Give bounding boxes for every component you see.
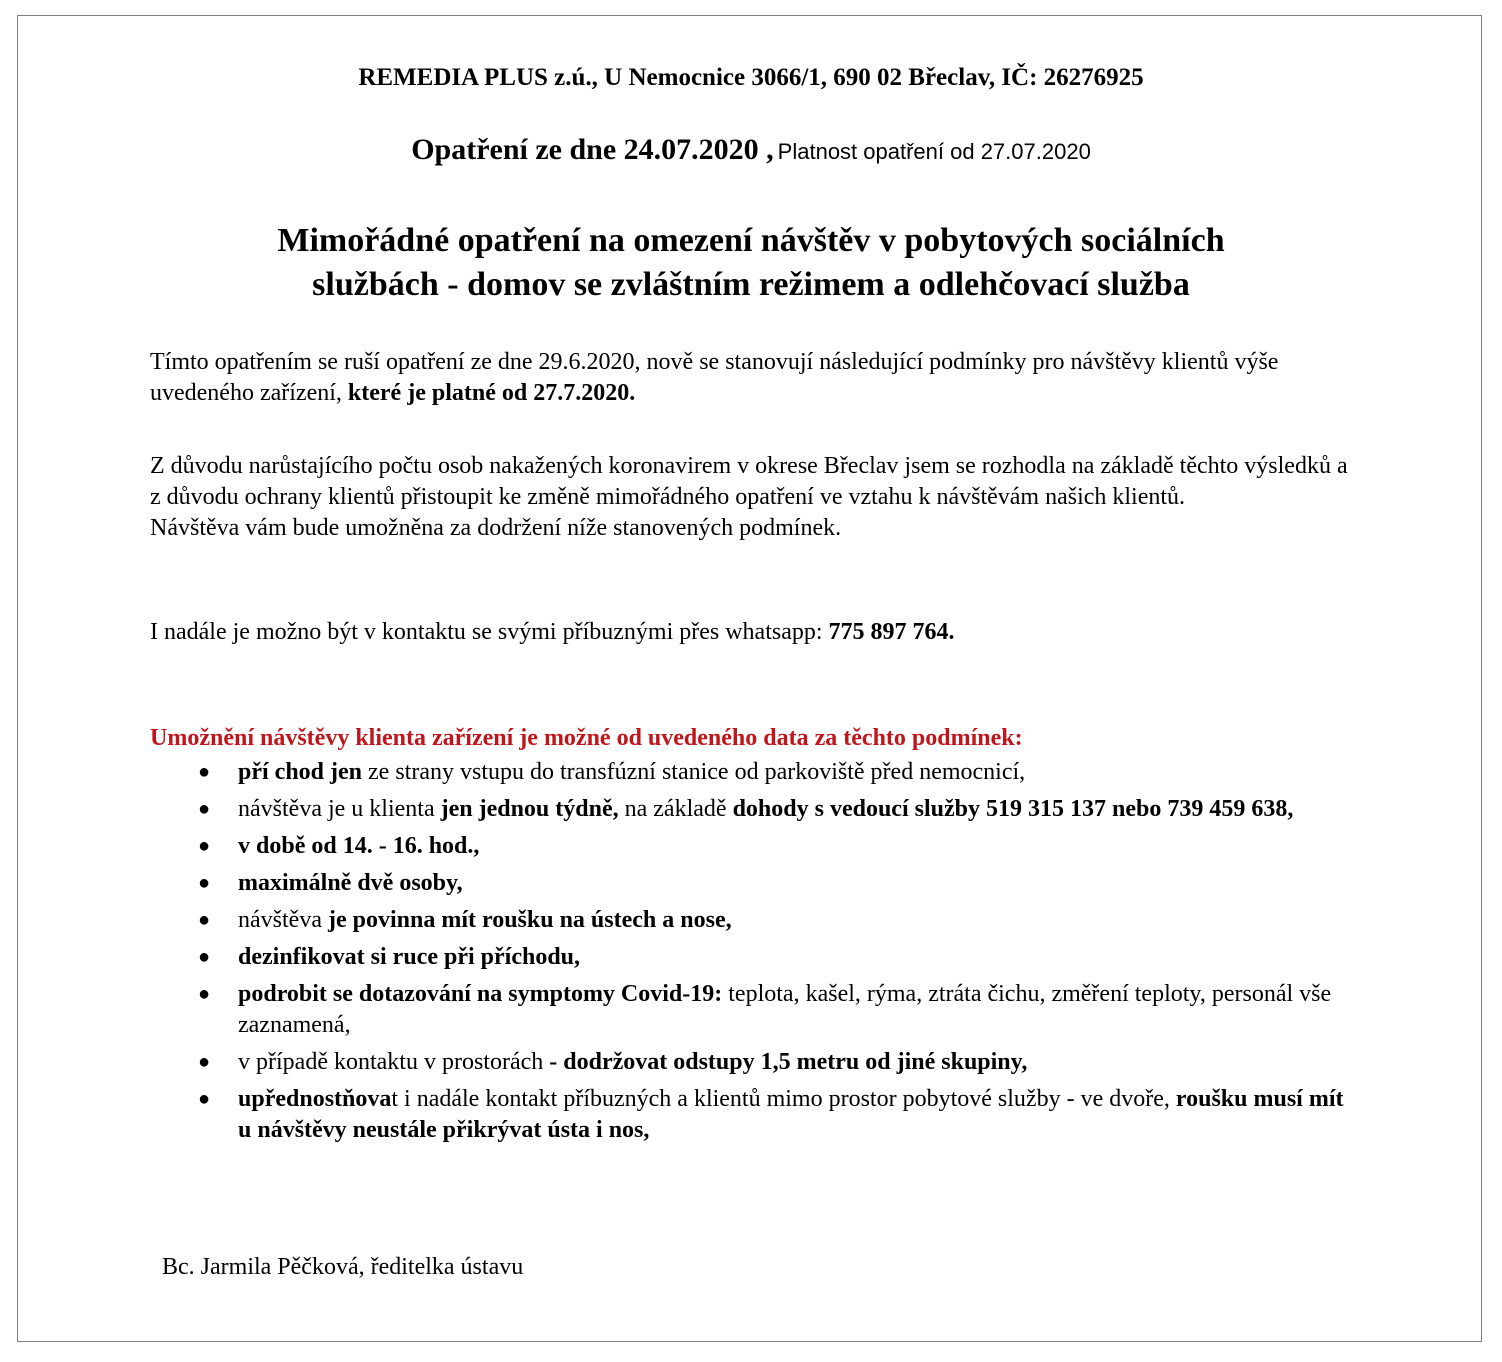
condition-item bbox=[150, 1047, 1350, 1078]
condition-item bbox=[150, 831, 1350, 862]
condition-bold: roušku musí mít u návštěvy neustále přikrývat ústa i nos, bbox=[238, 1086, 1344, 1143]
conditions-heading: Umožnění návštěvy klienta zařízení je možné od uvedeného data za těchto podmínek: bbox=[150, 725, 1023, 751]
measure-date: Opatření ze dne 24.07.2020 , bbox=[411, 133, 774, 166]
intro-validity-bold: které je platné od 27.7.2020. bbox=[347, 380, 636, 406]
bullet-icon: ● bbox=[198, 1088, 211, 1110]
condition-bold: je povinna mít roušku na ústech a nose, bbox=[327, 907, 732, 933]
bullet-icon: ● bbox=[198, 946, 211, 968]
condition-text: návštěva je u klienta bbox=[238, 796, 441, 822]
intro-paragraph bbox=[150, 347, 1350, 409]
reason-text: Z důvodu narůstajícího počtu osob nakažených koronavirem v okrese Břeclav jsem se rozhodla na základě těchto výsledků a z důvodu ochrany klientů přistoupit ke změně mimořádného opatření ve vztahu k návštěvám našich klientů. bbox=[150, 453, 1348, 510]
bullet-icon: ● bbox=[198, 761, 211, 783]
condition-text: t i nadále kontakt příbuzných a klientů mimo prostor pobytové služby - ve dvoře, bbox=[391, 1086, 1176, 1112]
intro-text: Tímto opatřením se ruší opatření ze dne 29.6.2020, nově se stanovují následující podmínky pro návštěvy klientů výše uvedeného zařízení, bbox=[150, 349, 1279, 406]
condition-bold: - dodržovat odstupy 1,5 metru od jiné skupiny, bbox=[549, 1049, 1028, 1075]
reason-visit-note: Návštěva vám bude umožněna za dodržení níže stanovených podmínek. bbox=[150, 515, 842, 541]
condition-bold: v době od 14. - 16. hod., bbox=[238, 833, 480, 859]
condition-bold: jen jednou týdně, bbox=[440, 796, 619, 822]
main-title bbox=[0, 219, 1502, 307]
condition-bold: pří chod jen bbox=[238, 759, 363, 785]
condition-bold: maximálně dvě osoby, bbox=[238, 870, 463, 896]
contact-paragraph bbox=[150, 617, 1350, 648]
condition-item bbox=[150, 905, 1350, 936]
condition-bold: dezinfikovat si ruce při příchodu, bbox=[238, 944, 581, 970]
condition-item bbox=[150, 942, 1350, 973]
bullet-icon: ● bbox=[198, 798, 211, 820]
bullet-icon: ● bbox=[198, 909, 211, 931]
whatsapp-number: 775 897 764. bbox=[828, 619, 955, 645]
condition-text: na základě bbox=[618, 796, 733, 822]
condition-item bbox=[150, 757, 1350, 788]
main-title-line-2: službách - domov se zvláštním režimem a odlehčovací služba bbox=[312, 266, 1190, 303]
condition-item bbox=[150, 868, 1350, 899]
condition-bold: dohody s vedoucí služby 519 315 137 nebo 739 459 638, bbox=[732, 796, 1294, 822]
condition-item bbox=[150, 979, 1350, 1041]
signature: Bc. Jarmila Pěčková, ředitelka ústavu bbox=[162, 1254, 524, 1280]
condition-item bbox=[150, 794, 1350, 825]
condition-text: návštěva bbox=[238, 907, 328, 933]
main-title-line-1: Mimořádné opatření na omezení návštěv v pobytových sociálních bbox=[277, 222, 1225, 259]
reason-paragraph bbox=[150, 451, 1350, 544]
bullet-icon: ● bbox=[198, 835, 211, 857]
organization-header: REMEDIA PLUS z.ú., U Nemocnice 3066/1, 690 02 Břeclav, IČ: 26276925 bbox=[358, 64, 1144, 91]
bullet-icon: ● bbox=[198, 872, 211, 894]
condition-text: teplota, kašel, rýma, ztráta čichu, změření teploty, personál vše zaznamená, bbox=[238, 981, 1332, 1038]
condition-bold: upřednostňova bbox=[238, 1086, 392, 1112]
condition-text: v případě kontaktu v prostorách bbox=[238, 1049, 550, 1075]
condition-bold: podrobit se dotazování na symptomy Covid-19: bbox=[238, 981, 723, 1007]
validity-date: Platnost opatření od 27.07.2020 bbox=[777, 139, 1091, 164]
conditions-list bbox=[150, 757, 1350, 1152]
bullet-icon: ● bbox=[198, 983, 211, 1005]
condition-item bbox=[150, 1084, 1350, 1146]
contact-text: I nadále je možno být v kontaktu se svými příbuznými přes whatsapp: bbox=[150, 619, 823, 645]
condition-text: ze strany vstupu do transfúzní stanice od parkoviště před nemocnicí, bbox=[362, 759, 1026, 785]
measure-date-line bbox=[0, 133, 1502, 167]
bullet-icon: ● bbox=[198, 1051, 211, 1073]
